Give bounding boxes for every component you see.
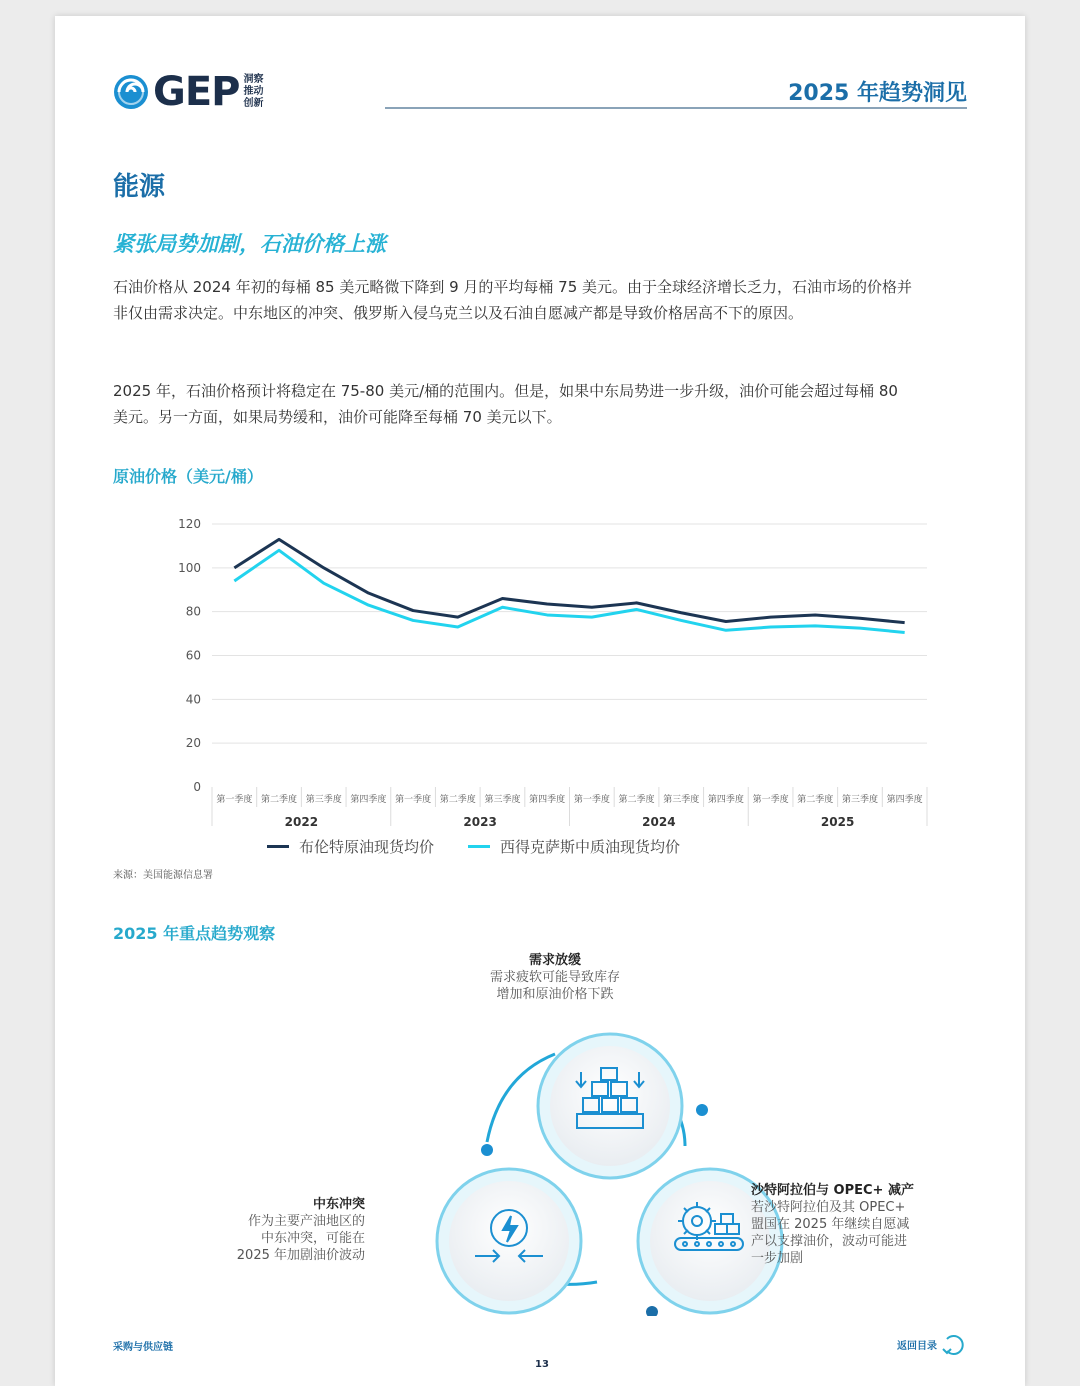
y-tick-label: 80 xyxy=(185,604,201,619)
caption-title: 中东冲突 xyxy=(312,1197,365,1212)
report-page xyxy=(55,16,1025,1386)
logo-wordmark: GEP xyxy=(153,69,240,115)
x-tick-label: 第一季度 xyxy=(395,795,432,805)
section-subheading: 紧张局势加剧，石油价格上涨 xyxy=(113,232,386,256)
caption-title: 沙特阿拉伯与 OPEC+ 减产 xyxy=(751,1183,914,1198)
gep-logo xyxy=(113,69,264,115)
x-group-label: 2025 xyxy=(820,815,855,826)
x-tick-label: 第四季度 xyxy=(350,795,387,805)
x-tick-label: 第四季度 xyxy=(707,795,744,805)
chart-title: 原油价格（美元/桶） xyxy=(113,467,263,486)
caption-line: 作为主要产油地区的 xyxy=(247,1214,365,1229)
arc-endpoint xyxy=(646,1306,658,1316)
legend-label: 西得克萨斯中质油现货均价 xyxy=(500,838,681,856)
paragraph: 2025 年，石油价格预计将稳定在 75-80 美元/桶的范围内。但是，如果中东局势进一步升级，油价可能会超过每桶 80 美元。另一方面，如果局势缓和，油价可能降至每桶 70 美元以下。 xyxy=(113,382,898,426)
trends-heading: 2025 年重点趋势观察 xyxy=(113,924,276,943)
x-tick-label: 第一季度 xyxy=(752,795,789,805)
caption-line: 产以支撑油价，波动可能进 xyxy=(751,1234,908,1249)
caption-line: 中东冲突，可能在 xyxy=(260,1231,365,1246)
chart-legend xyxy=(267,836,714,857)
gep-swirl-icon xyxy=(113,74,149,110)
legend-label: 布伦特原油现货均价 xyxy=(299,838,435,856)
back-to-contents-link[interactable] xyxy=(897,1331,967,1357)
footer-section-link[interactable]: 采购与供应链 xyxy=(113,1342,173,1353)
x-tick-label: 第三季度 xyxy=(484,795,521,805)
section-heading: 能源 xyxy=(113,172,166,202)
caption-line: 盟国在 2025 年继续自愿减 xyxy=(751,1217,910,1232)
logo-tagline: 洞察 推动 创新 xyxy=(243,74,264,109)
y-tick-label: 120 xyxy=(178,517,201,531)
x-tick-label: 第三季度 xyxy=(663,795,700,805)
trend-disc-demand xyxy=(538,1034,682,1178)
report-title: 2025 年趋势洞见 xyxy=(788,81,967,106)
y-tick-label: 20 xyxy=(185,736,201,751)
arc-endpoint xyxy=(696,1104,708,1116)
caption-line: 2025 年加剧油价波动 xyxy=(236,1248,365,1263)
x-tick-label: 第三季度 xyxy=(305,795,342,805)
return-arrow-icon xyxy=(941,1331,967,1357)
legend-swatch xyxy=(267,845,289,848)
caption-line: 需求疲软可能导致库存 xyxy=(489,970,620,985)
x-tick-label: 第四季度 xyxy=(529,795,566,805)
series-line xyxy=(234,539,904,622)
trend-caption-conflict xyxy=(205,1196,365,1264)
chart-source: 来源：美国能源信息署 xyxy=(113,870,213,881)
header-divider xyxy=(385,107,967,109)
y-tick-label: 60 xyxy=(185,648,201,663)
caption-line: 若沙特阿拉伯及其 OPEC+ xyxy=(751,1200,906,1215)
caption-line: 一步加剧 xyxy=(751,1251,804,1266)
y-tick-label: 40 xyxy=(185,692,201,707)
x-tick-label: 第一季度 xyxy=(216,795,253,805)
legend-swatch xyxy=(468,845,490,848)
x-tick-label: 第一季度 xyxy=(573,795,610,805)
arc-endpoint xyxy=(481,1144,493,1156)
legend-item-wti xyxy=(468,836,680,857)
trend-disc-conflict xyxy=(437,1169,581,1313)
legend-item-brent xyxy=(267,836,434,857)
x-tick-label: 第二季度 xyxy=(797,795,834,805)
x-tick-label: 第二季度 xyxy=(618,795,655,805)
x-tick-label: 第二季度 xyxy=(439,795,476,805)
y-tick-label: 0 xyxy=(193,780,201,794)
crude-oil-price-chart xyxy=(115,496,935,826)
paragraph: 石油价格从 2024 年初的每桶 85 美元略微下降到 9 月的平均每桶 75 美元。由于全球经济增长乏力，石油市场的价格并非仅由需求决定。中东地区的冲突、俄罗斯入侵乌克兰以及石油自愿减产都是导致价格居高不下的原因。 xyxy=(113,278,913,322)
series-line xyxy=(234,550,904,632)
x-group-label: 2022 xyxy=(284,815,319,826)
caption-line: 增加和原油价格下跌 xyxy=(496,987,614,1002)
y-tick-label: 100 xyxy=(178,560,201,575)
x-tick-label: 第二季度 xyxy=(261,795,298,805)
x-group-label: 2023 xyxy=(463,815,497,826)
x-tick-label: 第三季度 xyxy=(841,795,878,805)
caption-title: 需求放缓 xyxy=(528,953,581,968)
trend-caption-demand xyxy=(475,952,635,1003)
trend-caption-opec xyxy=(751,1182,926,1267)
x-group-label: 2024 xyxy=(642,815,676,826)
page-number: 13 xyxy=(535,1359,549,1370)
back-to-contents-label: 返回目录 xyxy=(897,1340,937,1352)
x-tick-label: 第四季度 xyxy=(886,795,923,805)
